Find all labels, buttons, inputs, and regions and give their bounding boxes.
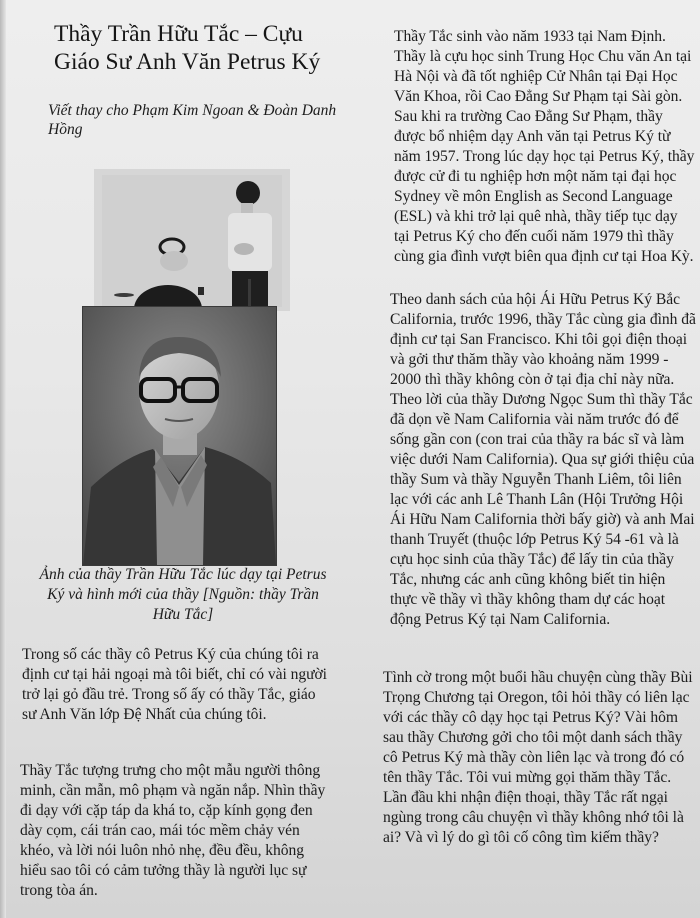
photo-caption: Ảnh của thầy Trần Hữu Tắc lúc dạy tại Petrus Ký và hình mới của thầy [Nguồn: thầy Trần Hữu Tắc] — [39, 566, 327, 623]
classroom-photo — [94, 169, 290, 311]
portrait-photo — [83, 307, 276, 565]
paragraph: Thầy Tắc sinh vào năm 1933 tại Nam Định. Thầy là cựu học sinh Trung Học Chu văn An tại Hà Nội và đã tốt nghiệp Cử Nhân tại Đại Học Văn Khoa, rồi Cao Đẳng Sư Phạm tại Sài gòn. Sau khi ra trường Cao Đẳng Sư Phạm, thầy được bổ nhiệm dạy Anh văn tại Petrus Ký từ năm 1957. Trong lúc dạy học tại Petrus Ký, thầy được cử đi tu nghiệp hơn một năm tại đại học Sydney về môn English as Second Language (ESL) và khi trở lại quê nhà, thầy tiếp tục dạy tại Petrus Ký cho đến cuối năm 1979 thì thầy cùng gia đình vượt biên qua định cư tại Hoa Kỳ. — [394, 28, 695, 265]
classroom-photo-icon — [94, 169, 290, 311]
title-line-2: Giáo Sư Anh Văn Petrus Ký — [54, 49, 321, 75]
paragraph: Tình cờ trong một buổi hầu chuyện cùng thầy Bùi Trọng Chương tại Oregon, tôi hỏi thầy có liên lạc với các thầy cô dạy học tại Petrus Ký? Vài hôm sau thầy Chương gởi cho tôi một danh sách thầy cô Petrus Ký mà thầy còn liên lạc và trong đó có tên thầy Tắc. Tôi vui mừng gọi thăm thầy Tắc. Lần đầu khi nhận điện thoại, thầy Tắc rất ngại ngùng trong câu chuyện vì thầy không nhớ tôi là ai? Và vì lý do gì tôi cố công tìm kiếm thầy? — [383, 669, 693, 846]
paragraph: Thầy Tắc tượng trưng cho một mẫu người thông minh, cần mẫn, mô phạm và ngăn nắp. Nhìn thầy đi dạy với cặp táp da khá to, cặp kính gọng đen dày cọm, cái trán cao, mái tóc mềm chảy vén khéo, và lời nói luôn nhỏ nhẹ, đều đều, không hiểu sao tôi có cảm tưởng thầy là người lục sự trong tòa án. — [20, 762, 326, 899]
portrait-photo-icon — [83, 307, 276, 565]
article-title — [54, 20, 354, 76]
paragraph: Theo danh sách của hội Ái Hữu Petrus Ký Bắc California, trước 1996, thầy Tắc cùng gia đình đã định cư tại San Francisco. Khi tôi gọi điện thoại và gởi thư thăm thầy vào khoảng năm 1999 - 2000 thì thầy không còn ở tại địa chỉ này nữa. Theo lời của thầy Dương Ngọc Sum thì thầy Tắc đã dọn về Nam California vài năm trước đó để sống gần con (con trai của thầy ra bác sĩ và làm việc dưới Nam California). Qua sự giới thiệu của thầy Sum và thầy Nguyễn Thanh Liêm, tôi liên lạc với các anh Lê Thanh Lân (Hội Trưởng Hội Ái Hữu Nam California thời bấy giờ) và anh Mai thanh Truyết (thuộc lớp Petrus Ký 54 -61 và là cựu học sinh của thầy Tắc) để lấy tin của thầy Tắc, nhưng các anh cũng không biết tin hiện thực về thầy vì thầy không tham dự các hoạt động Petrus Ký tại Nam California. — [390, 291, 696, 628]
right-column — [360, 0, 700, 918]
byline: Viết thay cho Phạm Kim Ngoan & Đoàn Danh Hồng — [48, 102, 337, 138]
title-line-1: Thầy Trần Hữu Tắc – Cựu — [54, 21, 303, 47]
paragraph: Trong số các thầy cô Petrus Ký của chúng tôi ra định cư tại hải ngoại mà tôi biết, chỉ có vài người trở lại gỏ đầu trẻ. Trong số ấy có thầy Tắc, giáo sư Anh Văn lớp Đệ Nhất của chúng tôi. — [22, 646, 327, 723]
